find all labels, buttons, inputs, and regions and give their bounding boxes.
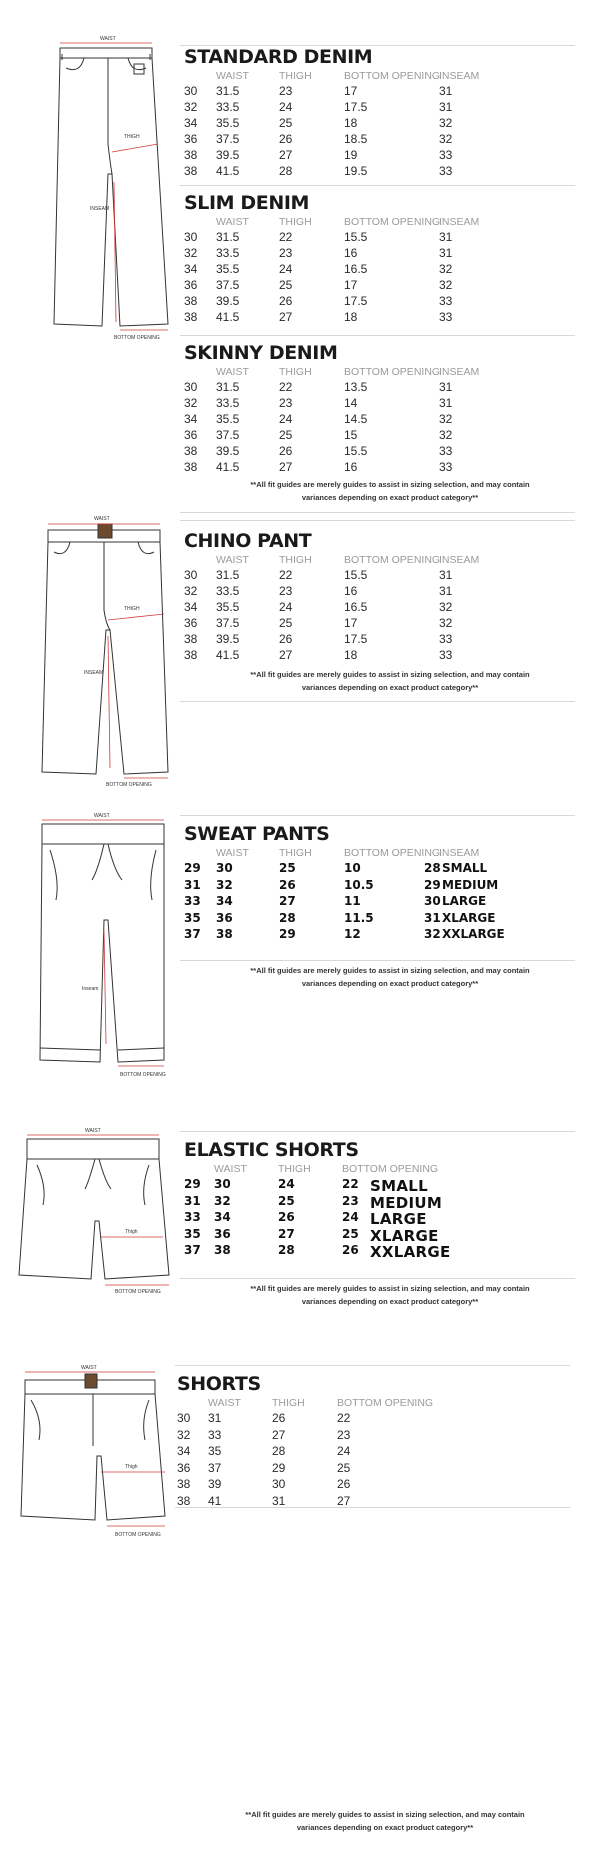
table-cell: 29 [184,861,201,875]
table-cell: 31 [439,230,453,244]
waist-label: WAIST [100,36,116,42]
table-cell: 32 [439,278,453,292]
table-cell: 38 [214,1243,231,1257]
table-cell: 37.5 [216,428,240,442]
table-cell: 35.5 [216,412,240,426]
table-cell: 38 [184,460,198,474]
table-cell: 23 [279,584,293,598]
table-cell: 22 [279,380,293,394]
table-cell: 29 [424,877,441,892]
table-cell: 31 [184,1193,201,1208]
table-cell: 30 [216,861,233,875]
table-cell: 17 [344,84,358,98]
size-name-cell: MEDIUM [442,877,499,892]
table-cell: 29 [279,927,296,941]
table-cell: 29 [184,1177,201,1191]
table-cell: 18.5 [344,132,368,146]
waist-label: WAIST [94,813,110,819]
column-header: BOTTOM OPENING [344,216,441,228]
table-cell: 38 [184,648,198,662]
bottom-opening-label: BOTTOM OPENING [120,1072,166,1078]
table-cell: 32 [216,877,233,892]
table-cell: 30 [424,894,441,908]
table-cell: 28 [279,164,293,178]
table-cell: 25 [342,1226,359,1241]
inseam-label: INSEAM [90,206,110,212]
table-cell: 37 [184,927,201,941]
table-cell: 26 [279,632,293,646]
column-header: INSEAM [439,216,480,228]
table-cell: 32 [184,584,198,598]
table-cell: 36 [184,616,198,630]
fit-note: **All fit guides are merely guides to assist in sizing selection, and may contain variances depending on exact product category** [245,1810,525,1832]
table-cell: 26 [337,1477,351,1491]
table-cell: 15.5 [344,568,368,582]
table-cell: 32 [439,132,453,146]
table-cell: 24 [278,1177,295,1191]
bottom-opening-label: BOTTOM OPENING [106,782,152,788]
table-cell: 24 [279,600,293,614]
size-name-cell: LARGE [370,1210,427,1228]
table-cell: 33 [439,632,453,646]
size-name-cell: MEDIUM [370,1193,443,1212]
waist-label: WAIST [81,1365,97,1371]
fit-note: **All fit guides are merely guides to assist in sizing selection, and may contain variances depending on exact product category** [250,966,530,988]
table-cell: 22 [342,1177,359,1191]
column-header: WAIST [216,70,249,82]
table-cell: 33 [439,294,453,308]
table-cell: 28 [278,1243,295,1257]
table-cell: 17.5 [344,294,368,308]
column-header: BOTTOM OPENING [337,1397,434,1409]
table-cell: 31 [208,1411,222,1425]
table-cell: 41.5 [216,460,240,474]
table-cell: 30 [184,230,198,244]
table-cell: 13.5 [344,380,368,394]
column-header: INSEAM [439,847,480,859]
table-cell: 36 [184,278,198,292]
table-cell: 32 [439,262,453,276]
table-cell: 33 [439,444,453,458]
table-cell: 33 [439,164,453,178]
column-header: THIGH [279,70,312,82]
table-cell: 31 [439,584,453,598]
table-cell: 25 [337,1460,351,1475]
table-cell: 22 [279,230,293,244]
table-cell: 36 [216,910,233,925]
bottom-opening-label: BOTTOM OPENING [115,1532,161,1538]
table-cell: 38 [177,1477,191,1491]
table-cell: 22 [337,1411,351,1425]
table-cell: 25 [279,861,296,875]
table-cell: 35 [208,1444,222,1458]
column-header: BOTTOM OPENING [344,70,441,82]
table-cell: 38 [184,294,198,308]
table-cell: 35 [184,1226,201,1241]
table-cell: 33 [439,460,453,474]
table-cell: 23 [279,84,293,98]
table-cell: 23 [342,1193,359,1208]
table-cell: 26 [279,132,293,146]
table-cell: 26 [279,294,293,308]
table-cell: 31 [439,380,453,394]
table-cell: 39 [208,1477,222,1491]
table-cell: 37.5 [216,278,240,292]
table-cell: 26 [279,444,293,458]
table-cell: 38 [184,444,198,458]
table-cell: 30 [184,84,198,98]
table-cell: 38 [184,164,198,178]
column-header: THIGH [278,1163,311,1175]
table-cell: 41.5 [216,164,240,178]
table-cell: 30 [177,1411,191,1425]
table-cell: 19 [344,148,358,162]
size-name-cell: SMALL [442,861,488,875]
table-cell: 33.5 [216,246,240,260]
table-cell: 34 [214,1210,231,1224]
table-cell: 37 [208,1460,222,1475]
table-title: ELASTIC SHORTS [184,1139,359,1161]
table-cell: 33 [184,1210,201,1224]
table-title: SHORTS [177,1373,261,1395]
table-cell: 30 [214,1177,231,1191]
table-cell: 24 [279,262,293,276]
table-cell: 15.5 [344,230,368,244]
table-cell: 32 [184,246,198,260]
table-cell: 32 [439,412,453,426]
thigh-label: THIGH [124,134,140,140]
column-header: INSEAM [439,70,480,82]
column-header: BOTTOM OPENING [344,847,441,859]
table-cell: 38 [184,632,198,646]
column-header: WAIST [216,554,249,566]
column-header: WAIST [214,1163,247,1175]
size-name-cell: SMALL [370,1177,428,1195]
table-cell: 38 [177,1493,191,1508]
bottom-opening-label: BOTTOM OPENING [115,1289,161,1295]
table-cell: 34 [216,894,233,908]
fit-note: **All fit guides are merely guides to assist in sizing selection, and may contain variances depending on exact product category** [250,670,530,692]
table-cell: 31 [439,246,453,260]
table-cell: 32 [424,927,441,941]
table-cell: 27 [337,1493,351,1508]
column-header: THIGH [279,847,312,859]
table-cell: 41.5 [216,648,240,662]
table-cell: 16 [344,246,358,260]
table-cell: 28 [424,861,441,875]
table-title: CHINO PANT [184,530,312,552]
table-cell: 25 [279,116,293,130]
column-header: THIGH [279,216,312,228]
table-cell: 16 [344,460,358,474]
table-cell: 17 [344,278,358,292]
table-title: SKINNY DENIM [184,342,338,364]
table-cell: 28 [279,910,296,925]
column-header: BOTTOM OPENING [344,366,441,378]
column-header: THIGH [279,554,312,566]
column-header: THIGH [279,366,312,378]
column-header: INSEAM [439,554,480,566]
table-cell: 39.5 [216,444,240,458]
waist-label: WAIST [94,516,110,522]
table-cell: 32 [439,428,453,442]
table-cell: 26 [279,877,296,892]
table-cell: 35 [184,910,201,925]
table-cell: 34 [177,1444,191,1458]
table-cell: 31 [424,910,441,925]
column-header: WAIST [216,366,249,378]
table-cell: 33 [208,1427,222,1442]
thigh-label: Thigh [125,1464,138,1470]
column-header: WAIST [208,1397,241,1409]
table-cell: 25 [279,616,293,630]
table-cell: 33.5 [216,584,240,598]
table-cell: 26 [278,1210,295,1224]
table-cell: 19.5 [344,164,368,178]
fit-note: **All fit guides are merely guides to assist in sizing selection, and may contain variances depending on exact product category** [250,480,530,502]
table-cell: 38 [184,310,198,324]
table-cell: 32 [439,116,453,130]
size-name-cell: XLARGE [370,1226,439,1245]
table-cell: 31.5 [216,84,240,98]
table-cell: 39.5 [216,632,240,646]
table-cell: 37.5 [216,616,240,630]
table-cell: 14.5 [344,412,368,426]
table-cell: 28 [272,1444,286,1458]
table-cell: 37.5 [216,132,240,146]
column-header: THIGH [272,1397,305,1409]
table-cell: 37 [184,1243,201,1257]
table-cell: 33 [439,648,453,662]
table-title: SWEAT PANTS [184,823,330,845]
table-cell: 25 [278,1193,295,1208]
table-cell: 14 [344,396,358,410]
table-cell: 36 [184,428,198,442]
table-cell: 34 [184,116,198,130]
table-cell: 23 [279,246,293,260]
table-title: SLIM DENIM [184,192,310,214]
table-cell: 32 [439,616,453,630]
table-cell: 32 [439,600,453,614]
size-name-cell: XLARGE [442,910,496,925]
table-cell: 27 [279,310,293,324]
table-cell: 24 [337,1444,351,1458]
table-cell: 23 [279,396,293,410]
column-header: INSEAM [439,366,480,378]
table-cell: 34 [184,262,198,276]
thigh-label: THIGH [124,606,140,612]
table-cell: 35.5 [216,262,240,276]
table-cell: 17.5 [344,632,368,646]
table-cell: 36 [184,132,198,146]
size-name-cell: XXLARGE [370,1243,451,1261]
table-cell: 29 [272,1460,286,1475]
table-cell: 30 [184,380,198,394]
table-cell: 22 [279,568,293,582]
fit-note: **All fit guides are merely guides to assist in sizing selection, and may contain variances depending on exact product category** [250,1284,530,1306]
table-cell: 31 [439,84,453,98]
table-cell: 32 [177,1427,191,1442]
table-cell: 38 [184,148,198,162]
table-title: STANDARD DENIM [184,46,373,68]
table-cell: 15.5 [344,444,368,458]
table-cell: 35.5 [216,116,240,130]
table-cell: 24 [279,100,293,114]
table-cell: 10.5 [344,877,374,892]
table-cell: 33 [439,148,453,162]
table-cell: 31 [439,568,453,582]
table-cell: 11 [344,894,361,908]
table-cell: 31.5 [216,380,240,394]
table-cell: 16.5 [344,600,368,614]
table-cell: 27 [272,1427,286,1442]
table-cell: 35.5 [216,600,240,614]
table-cell: 39.5 [216,294,240,308]
table-cell: 25 [279,428,293,442]
table-cell: 10 [344,861,361,875]
table-cell: 33.5 [216,100,240,114]
column-header: WAIST [216,216,249,228]
table-cell: 18 [344,116,358,130]
table-cell: 33 [184,894,201,908]
column-header: BOTTOM OPENING [342,1163,439,1175]
table-cell: 15 [344,428,358,442]
table-cell: 30 [272,1477,286,1491]
bottom-opening-label: BOTTOM OPENING [114,335,160,341]
shorts-illustration [15,1360,175,1540]
table-cell: 38 [216,927,233,941]
table-cell: 33 [439,310,453,324]
table-cell: 24 [279,412,293,426]
table-cell: 31.5 [216,230,240,244]
waist-label: WAIST [85,1128,101,1134]
table-cell: 26 [342,1243,359,1257]
table-cell: 27 [278,1226,295,1241]
table-cell: 18 [344,310,358,324]
table-cell: 41.5 [216,310,240,324]
table-cell: 36 [214,1226,231,1241]
table-cell: 34 [184,600,198,614]
size-name-cell: XXLARGE [442,927,505,941]
table-cell: 27 [279,894,296,908]
table-cell: 26 [272,1411,286,1425]
table-cell: 31.5 [216,568,240,582]
table-cell: 30 [184,568,198,582]
table-cell: 32 [214,1193,231,1208]
table-cell: 31 [439,396,453,410]
table-cell: 18 [344,648,358,662]
table-cell: 27 [279,148,293,162]
table-cell: 36 [177,1460,191,1475]
table-cell: 27 [279,648,293,662]
table-cell: 33.5 [216,396,240,410]
size-name-cell: LARGE [442,894,487,908]
thigh-label: Thigh [125,1229,138,1235]
table-cell: 11.5 [344,910,374,925]
table-cell: 31 [184,877,201,892]
table-cell: 32 [184,396,198,410]
table-cell: 16 [344,584,358,598]
column-header: WAIST [216,847,249,859]
column-header: BOTTOM OPENING [344,554,441,566]
table-cell: 17 [344,616,358,630]
table-cell: 23 [337,1427,351,1442]
table-cell: 31 [272,1493,286,1508]
table-cell: 25 [279,278,293,292]
table-cell: 39.5 [216,148,240,162]
table-cell: 24 [342,1210,359,1224]
table-cell: 16.5 [344,262,368,276]
inseam-label: Inseam [82,986,99,992]
table-cell: 34 [184,412,198,426]
table-cell: 12 [344,927,361,941]
table-cell: 32 [184,100,198,114]
table-cell: 41 [208,1493,222,1508]
table-cell: 31 [439,100,453,114]
inseam-label: INSEAM [84,670,104,676]
table-cell: 17.5 [344,100,368,114]
table-cell: 27 [279,460,293,474]
